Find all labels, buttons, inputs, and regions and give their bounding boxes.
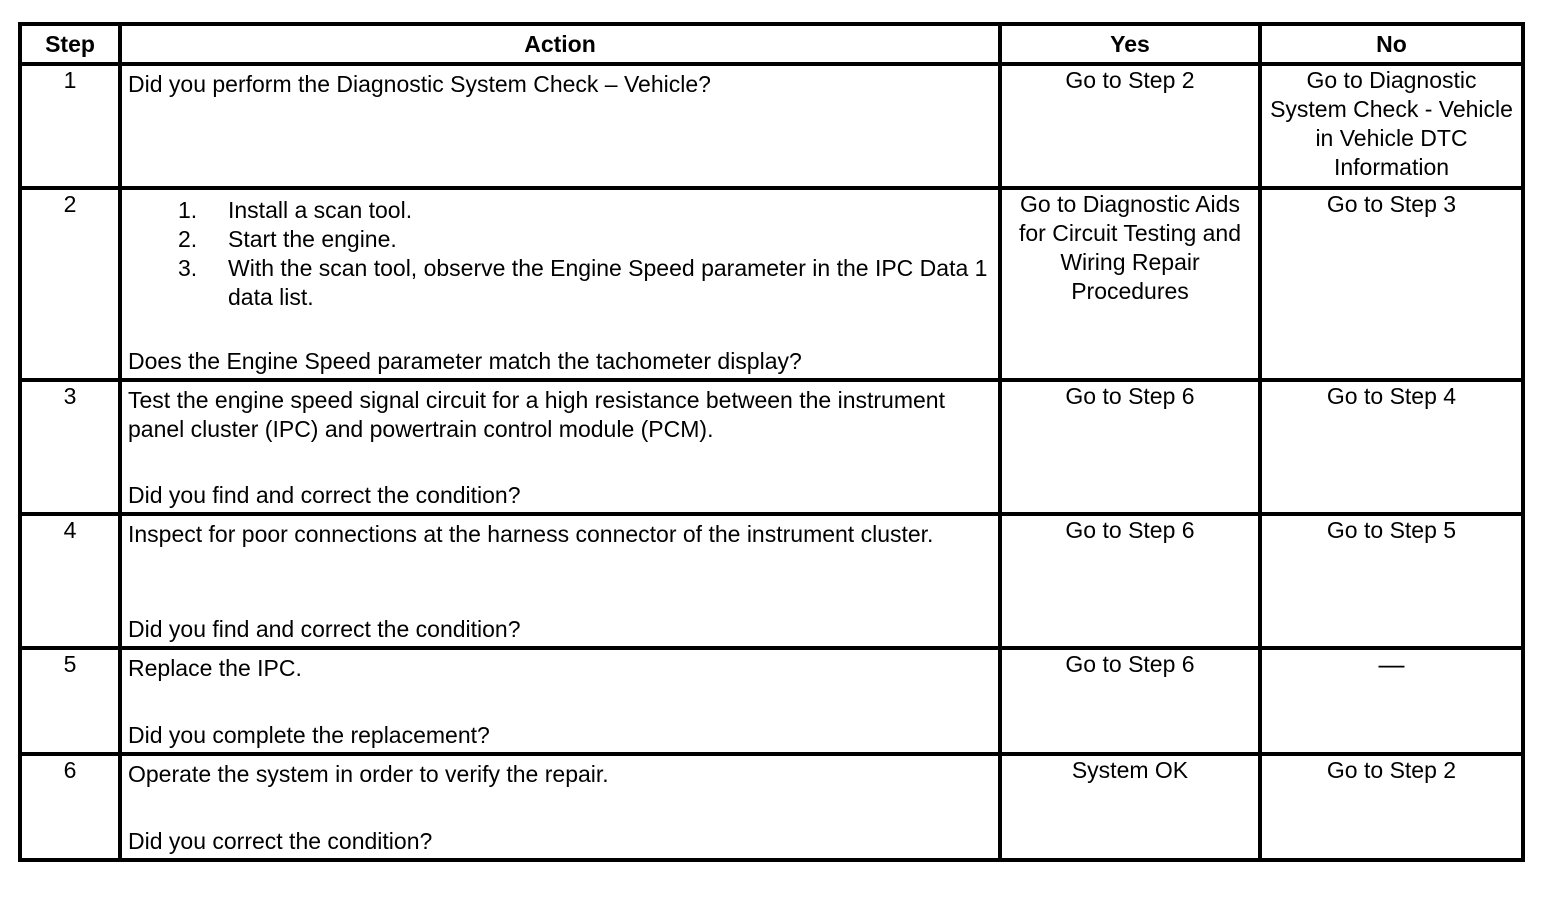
no-cell: —	[1260, 648, 1523, 754]
header-row	[20, 24, 1523, 64]
step-number: 1	[20, 64, 120, 188]
list-item-number: 1.	[178, 197, 198, 223]
action-question: Did you correct the condition?	[128, 828, 433, 854]
list-item-number: 2.	[178, 226, 198, 252]
yes-cell: System OK	[1000, 754, 1260, 860]
yes-cell: Go to Step 2	[1000, 64, 1260, 188]
action-text: Did you perform the Diagnostic System Check – Vehicle?	[128, 71, 711, 97]
no-cell: Go to Diagnostic System Check - Vehicle in Vehicle DTC Information	[1260, 64, 1523, 188]
list-item-text: With the scan tool, observe the Engine Speed parameter in the IPC Data 1 data list.	[228, 255, 988, 310]
action-text: Operate the system in order to verify the repair.	[128, 761, 609, 787]
step-number: 4	[20, 514, 120, 648]
action-cell	[120, 514, 1000, 648]
header-no: No	[1260, 24, 1523, 64]
list-item-text: Install a scan tool.	[228, 197, 413, 223]
action-cell	[120, 754, 1000, 860]
header-step: Step	[20, 24, 120, 64]
action-question: Did you complete the replacement?	[128, 722, 490, 748]
action-cell	[120, 648, 1000, 754]
header-action: Action	[120, 24, 1000, 64]
action-text: Inspect for poor connections at the harness connector of the instrument cluster.	[128, 521, 934, 547]
list-item	[128, 196, 992, 225]
list-item	[128, 254, 992, 312]
table-row	[20, 514, 1523, 648]
no-cell: Go to Step 3	[1260, 188, 1523, 380]
list-item-number: 3.	[178, 255, 198, 281]
yes-cell: Go to Step 6	[1000, 380, 1260, 514]
action-question: Did you find and correct the condition?	[128, 616, 521, 642]
action-question: Did you find and correct the condition?	[128, 482, 521, 508]
action-question: Does the Engine Speed parameter match the tachometer display?	[128, 348, 802, 374]
action-text: Replace the IPC.	[128, 655, 302, 681]
action-cell	[120, 188, 1000, 380]
list-item-text: Start the engine.	[228, 226, 397, 252]
table-row	[20, 380, 1523, 514]
yes-cell: Go to Step 6	[1000, 648, 1260, 754]
action-text: Test the engine speed signal circuit for a high resistance between the instrument panel cluster (IPC) and powertrain control module (PCM).	[128, 387, 945, 442]
no-cell: Go to Step 2	[1260, 754, 1523, 860]
table-row	[20, 64, 1523, 188]
table-row	[20, 648, 1523, 754]
yes-cell: Go to Diagnostic Aids for Circuit Testing and Wiring Repair Procedures	[1000, 188, 1260, 380]
table-row	[20, 188, 1523, 380]
step-number: 3	[20, 380, 120, 514]
yes-cell: Go to Step 6	[1000, 514, 1260, 648]
step-number: 2	[20, 188, 120, 380]
no-cell: Go to Step 5	[1260, 514, 1523, 648]
header-yes: Yes	[1000, 24, 1260, 64]
action-cell	[120, 64, 1000, 188]
step-number: 5	[20, 648, 120, 754]
step-number: 6	[20, 754, 120, 860]
action-cell	[120, 380, 1000, 514]
no-cell: Go to Step 4	[1260, 380, 1523, 514]
diagnostic-table	[18, 22, 1525, 862]
list-item	[128, 225, 992, 254]
action-step-list	[128, 196, 992, 312]
table-row	[20, 754, 1523, 860]
